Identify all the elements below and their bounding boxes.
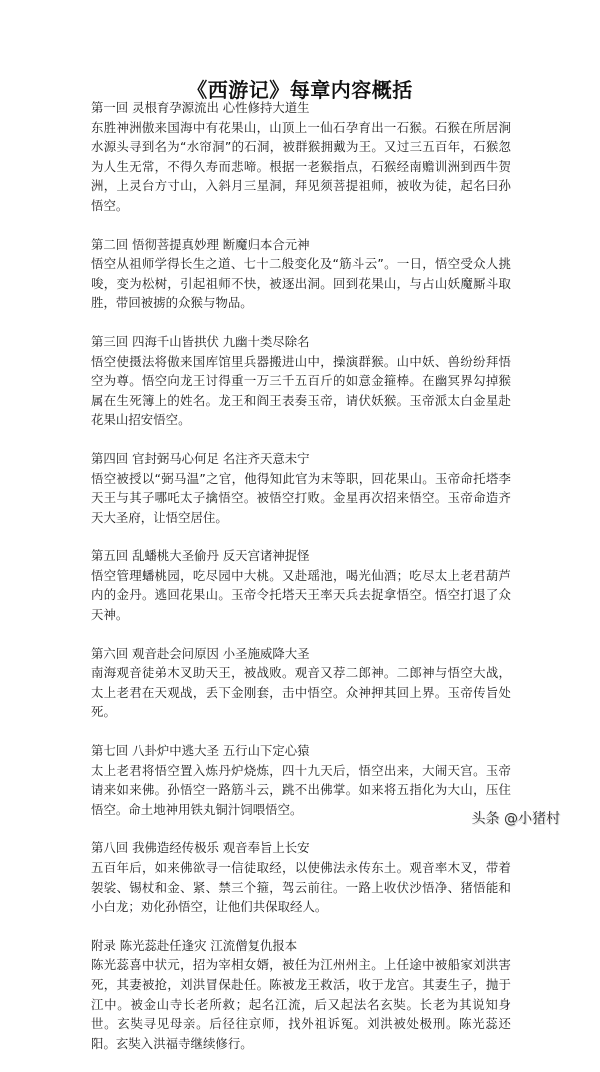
chapter-appendix xyxy=(91,936,511,1054)
chapter-summary: 悟空被授以“弼马温”之官，他得知此官为末等职，回花果山。玉帝命托塔李天王与其子哪吒太子擒悟空。被悟空打败。金星再次招来悟空。玉帝命造齐天大圣府，让悟空居住。 xyxy=(91,470,511,525)
source-watermark: 头条 @小猪村 xyxy=(471,811,560,827)
chapter-heading: 第四回 官封弼马心何足 名注齐天意未宁 xyxy=(91,450,310,466)
chapter-heading: 第六回 观音赴会问原因 小圣施威降大圣 xyxy=(91,645,310,661)
chapter-1 xyxy=(91,98,511,216)
chapter-heading: 第八回 我佛造经传极乐 观音奉旨上长安 xyxy=(91,840,310,856)
chapter-6 xyxy=(91,644,511,722)
chapter-5 xyxy=(91,546,511,624)
chapter-heading: 第二回 悟彻菩提真妙理 断魔归本合元神 xyxy=(91,236,310,252)
chapter-4 xyxy=(91,449,511,527)
chapter-summary: 悟空使摄法将傲来国库馆里兵器搬进山中，操演群猴。山中妖、兽纷纷拜悟空为尊。悟空向龙王讨得重一万三千五百斤的如意金箍棒。在幽冥界勾掉猴属在生死簿上的姓名。龙王和阎王表奏玉帝，请伏妖猴。玉帝派太白金星赴花果山招安悟空。 xyxy=(91,353,511,428)
chapter-heading: 第七回 八卦炉中逃大圣 五行山下定心猿 xyxy=(91,743,310,759)
chapter-8 xyxy=(91,838,511,916)
chapter-summary: 东胜神洲傲来国海中有花果山，山顶上一仙石孕育出一石猴。石猴在所居涧水源头寻到名为“水帘洞”的石洞，被群猴拥戴为王。又过三五百年，石猴忽为人生无常，不得久寿而悲啼。根据一老猴指点，石猴经南赡训洲到西牛贺洲，上灵台方寸山，入斜月三星洞，拜见须菩提祖师，被收为徒，起名曰孙悟空。 xyxy=(91,119,511,213)
page-title: 《西游记》每章内容概括 xyxy=(187,78,413,102)
chapter-heading: 第一回 灵根育孕源流出 心性修持大道生 xyxy=(91,100,310,115)
chapter-summary: 陈光蕊喜中状元，招为宰相女婿，被任为江州州主。上任途中被船家刘洪害死，其妻被抢，刘洪冒保赴任。陈被龙王救活，收于龙宫。其妻生子，抛于江中。被金山寺长老所救；起名江流，后又起法名玄奘。长老为其说知身世。玄奘寻见母亲。后径往京师，找外祖诉冤。刘洪被处极刑。陈光蕊还阳。玄奘入洪福寺继续修行。 xyxy=(91,957,511,1051)
chapter-7 xyxy=(91,741,511,819)
chapter-heading: 附录 陈光蕊赴任逢灾 江流僧复仇报本 xyxy=(91,937,298,953)
chapter-list xyxy=(91,98,511,1072)
chapter-summary: 悟空从祖师学得长生之道、七十二般变化及“筋斗云”。一日，悟空受众人挑唆，变为松树，引起祖师不快，被逐出洞。回到花果山，与占山妖魔厮斗取胜，带回被掳的众猴与物品。 xyxy=(91,256,511,311)
chapter-summary: 悟空管理蟠桃园，吃尽园中大桃。又赴瑶池，喝光仙酒；吃尽太上老君葫芦内的金丹。逃回花果山。玉帝令托塔天王率天兵去捉拿悟空。悟空打退了众天神。 xyxy=(91,567,511,623)
chapter-2 xyxy=(91,235,511,313)
chapter-summary: 南海观音徒弟木叉助天王，被战败。观音又荐二郎神。二郎神与悟空大战，太上老君在天观战，丢下金刚套，击中悟空。众神押其回上界。玉帝传旨处死。 xyxy=(91,665,511,720)
chapter-summary: 五百年后，如来佛欲寻一信徒取经，以使佛法永传东土。观音率木叉，带着袈裟、锡杖和金、紧、禁三个箍，驾云前往。一路上收伏沙悟净、猪悟能和小白龙；劝化孙悟空，让他们共保取经人。 xyxy=(91,860,511,915)
chapter-heading: 第五回 乱蟠桃大圣偷丹 反天宫诸神捉怪 xyxy=(91,548,310,564)
chapter-heading: 第三回 四海千山皆拱伏 九幽十类尽除名 xyxy=(91,333,310,349)
chapter-summary: 太上老君将悟空置入炼丹炉烧炼，四十九天后，悟空出来，大闹天宫。玉帝请来如来佛。孙悟空一路筋斗云，跳不出佛掌。如来将五指化为大山，压住悟空。命土地神用铁丸铜汁饲喂悟空。 xyxy=(91,762,511,817)
chapter-3 xyxy=(91,332,511,430)
